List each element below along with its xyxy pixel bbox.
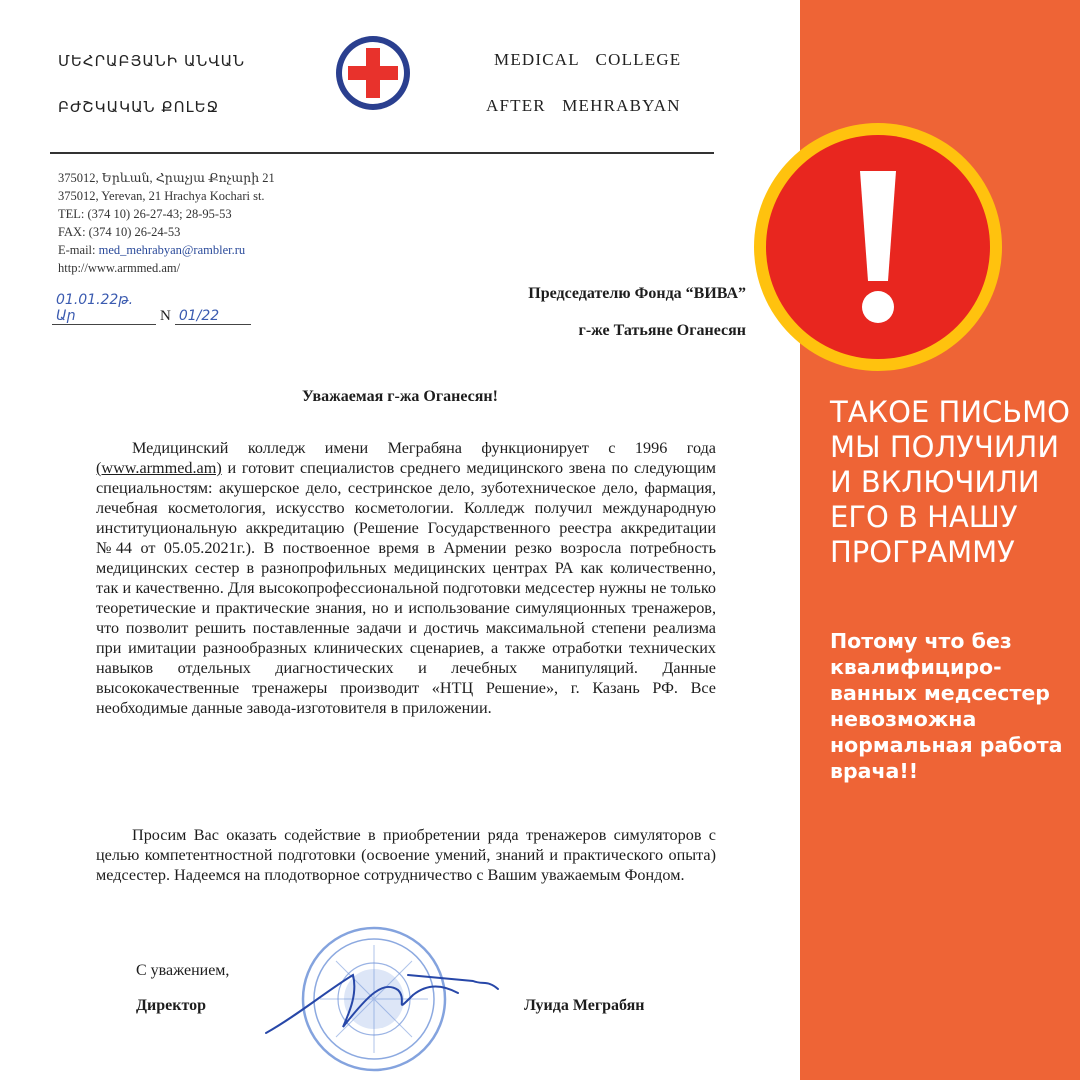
panel-headline: ТАКОЕ ПИСЬМО МЫ ПОЛУЧИЛИ И ВКЛЮЧИЛИ ЕГО В НАШУ ПРОГРАММУ bbox=[830, 395, 1071, 569]
body-paragraph-2: Просим Вас оказать содействие в приобретении ряда тренажеров симуляторов с целью компетентностной подготовки (освоение умений, знаний и практического опыта) медсестер. Надеемся на плодотворное сотрудничество с Вашим уважаемым Фондом. bbox=[96, 826, 716, 884]
p1-rest: и готовит специалистов среднего медицинского звена по следующим специальностям: акушерское дело, сестринское дело, зуботехническое дело, фармация, лечебная косметология, искусство косметологии. Колледж получил международную институциональную аккредитацию (Решение Государственного реестра аккредитации №44 от 05.05.2021г.). В поствоенное время в Армении резко возросла потребность медицинских сестер в разнопрофильных медицинских центрах РА как количественно, так и качественно. Для высокопрофессиональной подготовки медсестер нужны не только теоретические и практические знания, но и использование симуляционных тренажеров, что позволит решить поставленные задачи и достичь максимальной степени реализма при имитации разнообразных клинических сценариев, а также отработки технических навыков отдельных диагностических и лечебных манипуляций. Данные высококачественные тренажеры производит «НТЦ Решение», г. Казань РФ. Все необходимые данные завода-изготовителя в приложении. bbox=[96, 459, 716, 717]
registration-date: 01.01.22թ. Ար bbox=[52, 292, 156, 325]
registration-no: 01/22 bbox=[175, 308, 251, 325]
letterhead-english-line1: MEDICAL COLLEGE bbox=[494, 50, 682, 69]
closing-name: Луида Меграбян bbox=[524, 997, 645, 1014]
registration-number bbox=[52, 292, 251, 325]
address-email bbox=[58, 242, 245, 258]
address-tel: TEL: (374 10) 26-27-43; 28-95-53 bbox=[58, 207, 232, 221]
panel-subline: Потому что без квалифициро-ванных медсестер невозможна нормальная работа врача!! bbox=[830, 629, 1063, 783]
salutation: Уважаемая г-жа Оганесян! bbox=[302, 388, 498, 405]
letterhead-armenian-line2: ԲԺՇԿԱԿԱՆ ՔՈԼԵՋ bbox=[58, 98, 220, 116]
exclamation-icon bbox=[752, 121, 1004, 373]
header-divider bbox=[50, 152, 714, 154]
letterhead-armenian-line1: ՄԵՀՐԱԲՅԱՆԻ ԱՆՎԱՆ bbox=[58, 52, 246, 70]
recipient-line2: г-же Татьяне Оганесян bbox=[578, 322, 746, 339]
p1-start: Медицинский колледж имени Меграбяна функционирует с 1996 года bbox=[132, 439, 716, 457]
recipient-line1: Председателю Фонда “ВИВА” bbox=[528, 285, 746, 302]
letterhead-english-line2: AFTER MEHRABYAN bbox=[486, 96, 681, 115]
address-website[interactable]: http://www.armmed.am/ bbox=[58, 261, 181, 275]
email-link[interactable]: med_mehrabyan@rambler.ru bbox=[98, 243, 246, 257]
address-armenian: 375012, Երևան, Հրաչյա Քոչարի 21 bbox=[58, 171, 275, 185]
college-website-link[interactable]: (www.armmed.am) bbox=[96, 459, 222, 477]
closing-title: Директор bbox=[136, 997, 206, 1014]
registration-n-label: N bbox=[160, 308, 171, 324]
closing-regards: С уважением, bbox=[136, 962, 230, 979]
address-fax: FAX: (374 10) 26-24-53 bbox=[58, 225, 181, 239]
email-label: E-mail: bbox=[58, 243, 99, 257]
director-signature bbox=[258, 955, 508, 1045]
address-english: 375012, Yerevan, 21 Hrachya Kochari st. bbox=[58, 189, 265, 203]
body-paragraph-1 bbox=[96, 438, 716, 718]
red-cross-icon bbox=[334, 34, 412, 112]
